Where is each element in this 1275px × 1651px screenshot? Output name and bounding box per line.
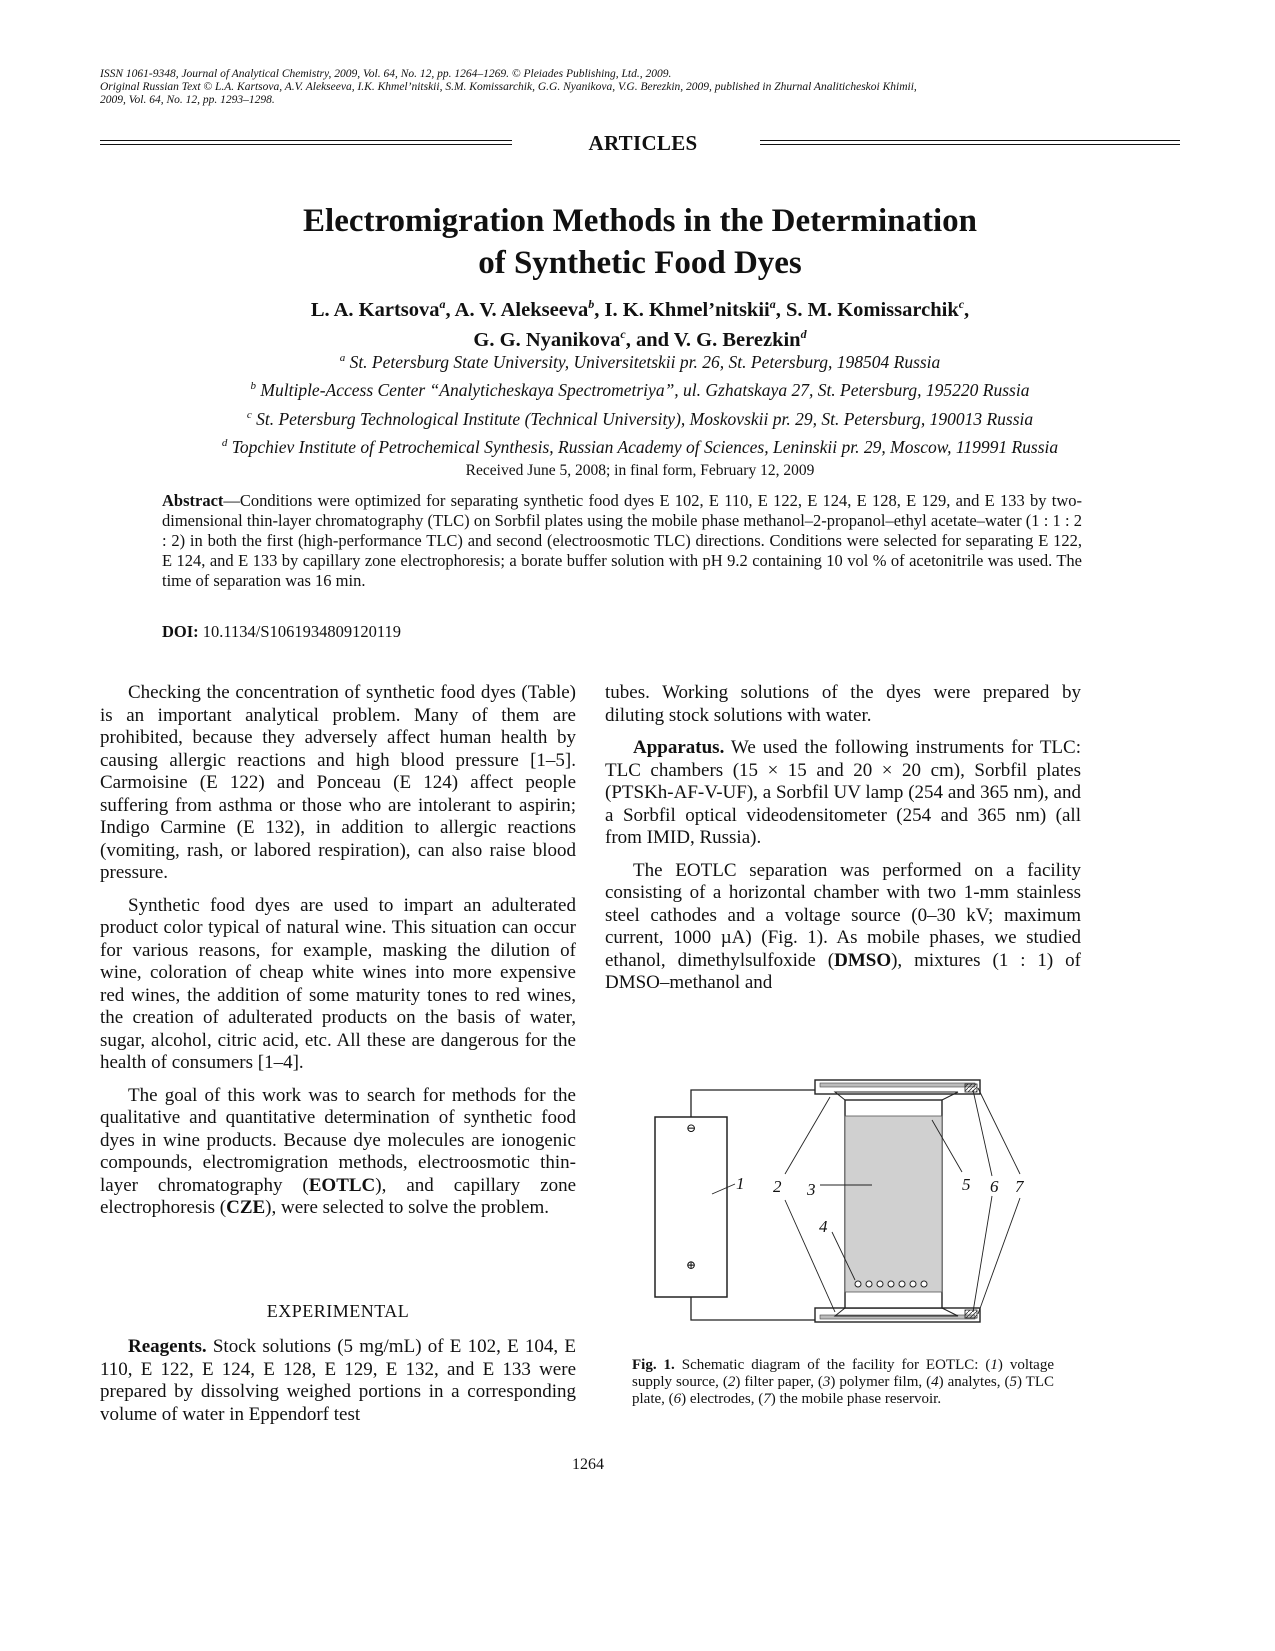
header-line-3: 2009, Vol. 64, No. 12, pp. 1293–1298.: [100, 94, 275, 106]
left-double-rule: [100, 140, 512, 145]
caption-item-number: 3: [822, 1374, 831, 1390]
author: A. V. Alekseeva: [454, 298, 589, 321]
paragraph: Checking the concentration of synthetic food dyes (Table) is an important analytical problem. Many of them are prohibited, because they adversely affect human health by causing allergic reactions and high blood pressure [1–5]. Carmoisine (E 122) and Ponceau (E 124) affect people suffering from asthma or those who are intolerant to aspirin; Indigo Carmine (E 132), in addition to allergic reactions (vomiting, rash, or labored respiration), can also raise blood pressure.: [100, 682, 576, 883]
affiliation: [100, 403, 1180, 431]
paper-title: [100, 200, 1180, 284]
right-column: [605, 682, 1081, 1005]
text-run: The EOTLC separation was performed on a facility consisting of a horizontal chamber with two 1-mm stainless steel cathodes and a voltage source (0–30 kV; maximum current, 1000 µA) (Fig. 1). As mobile phases, we studied ethanol, dimethylsulfoxide (: [605, 859, 1081, 971]
wire-top: [691, 1090, 818, 1117]
text-run: ), and capillary zone electrophoresis (: [100, 1174, 577, 1218]
text-run: The goal of this work was to search for methods for the qualitative and quantitative determination of synthetic food dyes in wine products. Because dye molecules are ionogenic compounds, electromigration methods, electroosmotic thin-layer chromatography (: [100, 1084, 576, 1196]
header-line-2: Original Russian Text © L.A. Kartsova, A.V. Alekseeva, I.K. Khmel’nitskii, S.M. Komissarchik, G.G. Nyanikova, V.G. Berezkin, 2009, published in Zhurnal Analiticheskoi Khimii,: [100, 81, 917, 93]
plus-terminal-icon: ⊕: [685, 1258, 697, 1272]
affil-mark: b: [250, 380, 257, 393]
figure-caption: [632, 1357, 1054, 1408]
caption-run: ) filter paper, (: [735, 1374, 823, 1390]
left-column: [100, 682, 576, 1230]
author: G. G. Nyanikova: [473, 328, 621, 351]
caption-run: ) polymer film, (: [830, 1374, 932, 1390]
caption-run: Schematic diagram of the facility for EOTLC: (: [674, 1357, 991, 1373]
affil-mark: a: [339, 352, 346, 364]
affil-mark: c: [246, 408, 252, 421]
text-run: ), were selected to solve the problem.: [265, 1197, 550, 1218]
affiliation-list: [100, 346, 1180, 484]
affiliation-text: St. Petersburg State University, Universitetskii pr. 26, St. Petersburg, 198504 Russia: [349, 351, 941, 372]
affiliation: [100, 374, 1180, 402]
affiliation-text: St. Petersburg Technological Institute (Technical University), Moskovskii pr. 29, St. Petersburg, 190013 Russia: [256, 408, 1034, 429]
run-in-heading: Apparatus.: [633, 737, 725, 758]
separator: , and: [625, 328, 674, 351]
abbrev: CZE: [226, 1197, 266, 1218]
paragraph: [605, 860, 1081, 995]
caption-run: ) electrodes, (: [681, 1391, 764, 1407]
caption-run: ) TLC plate, (: [632, 1374, 1054, 1407]
affil-mark: d: [221, 436, 228, 449]
paragraph: [100, 1085, 576, 1220]
abstract-label: Abstract: [162, 491, 224, 510]
caption-item-number: 5: [1009, 1374, 1017, 1390]
caption-label: Fig. 1.: [632, 1357, 675, 1373]
author-list: [100, 292, 1180, 352]
caption-run: ) analytes, (: [938, 1374, 1010, 1390]
run-in-heading: Reagents.: [128, 1336, 207, 1357]
label-7: 7: [1015, 1177, 1024, 1196]
caption-item-number: 6: [673, 1391, 682, 1407]
affil-mark: c: [620, 326, 626, 341]
reservoir-bottom-end: [965, 1310, 977, 1318]
author: V. G. Berezkin: [673, 328, 801, 351]
abstract-text: —Conditions were optimized for separating synthetic food dyes E 102, E 110, E 122, E 124, E 128, E 129, and E 133 by two-dimensional thin-layer chromatography (TLC) on Sorbfil plates using the mobile phase methanol–2-propanol–ethyl acetate–water (1 : 1 : 2 : 2) in both the first (high-performance TLC) and second (electroosmotic TLC) directions. Conditions were selected for separating E 122, E 124, and E 133 by capillary zone electrophoresis; a borate buffer solution with pH 9.2 containing 10 vol % of acetonitrile was used. The time of separation was 16 min.: [162, 491, 1082, 590]
right-double-rule: [760, 140, 1180, 145]
affiliation-text: Multiple-Access Center “Analyticheskaya Spectrometriya”, ul. Gzhatskaya 27, St. Petersburg, 195220 Russia: [260, 380, 1030, 401]
electrode-top: [820, 1083, 975, 1087]
title-line-1: Electromigration Methods in the Determination: [303, 203, 977, 239]
abbrev: EOTLC: [308, 1174, 376, 1196]
figure-1: [640, 1072, 1040, 1330]
journal-header: [100, 68, 1190, 107]
page-number: 1264: [572, 1456, 604, 1473]
author: I. K. Khmel’nitskii: [604, 298, 770, 321]
label-3: 3: [807, 1180, 816, 1199]
text-run: We used the following instruments for TLC: TLC chambers (15 × 15 and 20 × 20 cm), Sorbfil plates (PTSKh-AF-V-UF), a Sorbfil UV lamp (254 and 365 nm), and a Sorbfil optical videodensitometer (254 and 365 nm) (all from IMID, Russia).: [605, 737, 1081, 848]
left-column-continued: [100, 1336, 576, 1436]
affil-mark: a: [769, 297, 776, 311]
caption-item-number: 1: [990, 1357, 998, 1373]
doi-link[interactable]: 10.1134/S1061934809120119: [202, 622, 401, 641]
reservoir-top-end: [965, 1084, 977, 1092]
caption-item-number: 2: [727, 1374, 736, 1390]
author: S. M. Komissarchik: [785, 298, 959, 321]
abstract: [162, 491, 1082, 591]
title-line-2: of Synthetic Food Dyes: [478, 245, 802, 281]
author-line-1: L. A. Kartsova$^a$, A. V. Alekseeva$^b$, I. K. Khmel’nitskii$^a$, S. M. Komissarchik$^c$,: [310, 297, 970, 321]
affil-mark: c: [958, 297, 965, 311]
caption-item-number: 4: [931, 1374, 939, 1390]
paragraph: [100, 1336, 576, 1426]
affil-mark: a: [439, 297, 446, 311]
section-heading-experimental: EXPERIMENTAL: [266, 1301, 410, 1321]
affiliation: [100, 346, 1180, 374]
section-banner: [100, 131, 1180, 155]
header-line-1: ISSN 1061-9348, Journal of Analytical Chemistry, 2009, Vol. 64, No. 12, pp. 1264–1269. © Pleiades Publishing, Ltd., 2009.: [100, 68, 672, 80]
polymer-film: [845, 1116, 942, 1292]
paragraph: [605, 737, 1081, 850]
abbrev: DMSO: [834, 949, 892, 971]
caption-run: ) voltage supply source, (: [632, 1357, 1054, 1390]
affil-mark: d: [800, 326, 807, 341]
affil-mark: b: [588, 297, 595, 311]
separator: ,: [445, 298, 455, 321]
section-title: ARTICLES: [588, 131, 698, 155]
caption-text: [632, 1357, 1054, 1407]
caption-item-number: 7: [763, 1391, 771, 1407]
wire-bottom: [691, 1297, 818, 1320]
caption-run: ) the mobile phase reservoir.: [770, 1391, 942, 1407]
eotlc-schematic: [640, 1072, 1040, 1330]
label-2: 2: [773, 1177, 782, 1196]
author: L. A. Kartsova: [310, 298, 440, 321]
doi: [162, 622, 401, 642]
text-run: Stock solutions (5 mg/mL) of E 102, E 104, E 110, E 122, E 124, E 128, E 129, E 132, and E 133 were prepared by dissolving weighed portions in a corresponding volume of water in Eppendorf test: [100, 1336, 576, 1425]
text-run: ), mixtures (1 : 1) of DMSO–methanol and: [605, 949, 1081, 993]
label-5: 5: [962, 1175, 971, 1194]
label-6: 6: [990, 1177, 999, 1196]
label-1: 1: [736, 1174, 745, 1193]
paragraph: Synthetic food dyes are used to impart an adulterated product color typical of natural wine. This situation can occur for various reasons, for example, masking the dilution of wine, coloration of cheap white wines into more expensive red wines, the addition of some maturity tones to red wines, the creation of adulterated products on the basis of water, sugar, alcohol, citric acid, etc. All these are dangerous for the health of consumers [1–4].: [100, 894, 576, 1073]
separator: ,: [775, 298, 786, 321]
affiliation-text: Topchiev Institute of Petrochemical Synthesis, Russian Academy of Sciences, Leninskii pr. 29, Moscow, 119991 Russia: [231, 436, 1059, 457]
doi-label: DOI:: [162, 622, 199, 641]
received-date: Received June 5, 2008; in final form, February 12, 2009: [465, 462, 815, 480]
paragraph: tubes. Working solutions of the dyes were prepared by diluting stock solutions with water.: [605, 682, 1081, 726]
minus-terminal-icon: ⊖: [685, 1121, 697, 1135]
separator: ,: [594, 298, 605, 321]
label-4: 4: [819, 1217, 828, 1236]
affiliation: [100, 431, 1180, 459]
